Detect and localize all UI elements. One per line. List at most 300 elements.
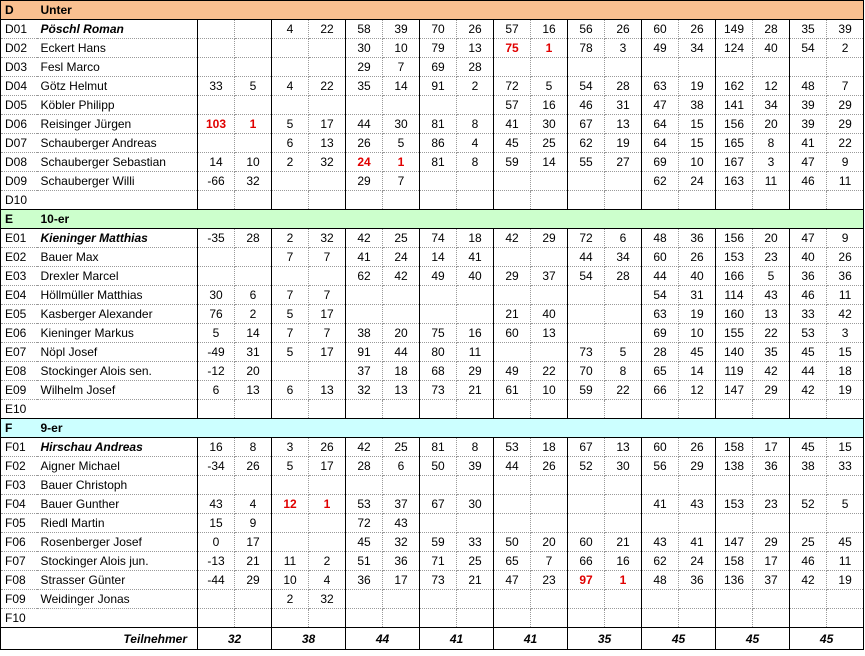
rank-cell: 36 <box>679 229 716 248</box>
rank-cell <box>383 590 420 609</box>
score-cell <box>716 400 753 419</box>
rank-cell: 32 <box>235 172 272 191</box>
rank-cell: 29 <box>679 457 716 476</box>
rank-cell: 15 <box>827 438 864 457</box>
rank-cell <box>753 58 790 77</box>
rank-cell <box>531 58 568 77</box>
table-row <box>1 96 864 115</box>
rank-cell <box>309 39 346 58</box>
score-cell: 42 <box>346 438 383 457</box>
rank-cell: 31 <box>235 343 272 362</box>
rank-cell <box>531 514 568 533</box>
rank-cell: 30 <box>457 495 494 514</box>
score-cell <box>790 58 827 77</box>
rank-cell <box>235 20 272 39</box>
score-cell: 24 <box>346 153 383 172</box>
table-row <box>1 400 864 419</box>
rank-cell: 30 <box>383 115 420 134</box>
rank-cell: 3 <box>605 39 642 58</box>
rank-cell: 2 <box>457 77 494 96</box>
score-cell: 60 <box>642 20 679 39</box>
score-cell <box>198 96 235 115</box>
score-cell: 71 <box>420 552 457 571</box>
rank-cell: 7 <box>827 77 864 96</box>
score-cell: 67 <box>568 438 605 457</box>
player-name: Schauberger Sebastian <box>37 153 198 172</box>
rank-cell: 5 <box>753 267 790 286</box>
rank-cell: 13 <box>605 115 642 134</box>
score-cell: 163 <box>716 172 753 191</box>
rank-cell: 5 <box>827 495 864 514</box>
rank-cell: 9 <box>827 153 864 172</box>
rank-cell: 2 <box>309 552 346 571</box>
score-cell <box>272 191 309 210</box>
score-cell: 41 <box>494 115 531 134</box>
player-name <box>37 609 198 628</box>
score-cell: 66 <box>642 381 679 400</box>
score-cell: 5 <box>272 115 309 134</box>
player-id: F10 <box>1 609 37 628</box>
score-cell: 51 <box>346 552 383 571</box>
score-cell: 64 <box>642 115 679 134</box>
player-id: E03 <box>1 267 37 286</box>
rank-cell: 13 <box>605 438 642 457</box>
score-cell: 21 <box>494 305 531 324</box>
score-cell: 44 <box>790 362 827 381</box>
score-cell: 59 <box>494 153 531 172</box>
score-cell: 58 <box>346 20 383 39</box>
participant-count: 45 <box>716 628 790 650</box>
score-cell: 39 <box>790 115 827 134</box>
score-cell: 42 <box>346 229 383 248</box>
player-id: E07 <box>1 343 37 362</box>
score-cell: 75 <box>420 324 457 343</box>
rank-cell: 16 <box>457 324 494 343</box>
rank-cell <box>309 533 346 552</box>
rank-cell: 21 <box>605 533 642 552</box>
score-cell: 5 <box>272 457 309 476</box>
score-cell: 79 <box>420 39 457 58</box>
score-cell <box>272 476 309 495</box>
rank-cell: 31 <box>605 96 642 115</box>
rank-cell: 2 <box>235 305 272 324</box>
player-name: Schauberger Willi <box>37 172 198 191</box>
score-cell <box>494 248 531 267</box>
rank-cell: 8 <box>235 438 272 457</box>
rank-cell: 37 <box>753 571 790 590</box>
rank-cell: 25 <box>531 134 568 153</box>
rank-cell <box>827 590 864 609</box>
score-cell: 67 <box>420 495 457 514</box>
rank-cell <box>383 286 420 305</box>
rank-cell: 32 <box>309 229 346 248</box>
rank-cell <box>309 476 346 495</box>
table-row <box>1 571 864 590</box>
score-cell: 54 <box>568 77 605 96</box>
score-cell: 74 <box>420 229 457 248</box>
player-name: Hirschau Andreas <box>37 438 198 457</box>
player-id: D10 <box>1 191 37 210</box>
score-cell: 30 <box>198 286 235 305</box>
score-cell <box>272 362 309 381</box>
score-cell: 49 <box>642 39 679 58</box>
score-cell: 78 <box>568 39 605 58</box>
score-cell: 11 <box>272 552 309 571</box>
score-cell: 7 <box>272 286 309 305</box>
group-header <box>1 1 864 20</box>
rank-cell: 6 <box>383 457 420 476</box>
rank-cell <box>605 590 642 609</box>
rank-cell <box>235 58 272 77</box>
score-cell: 66 <box>568 552 605 571</box>
participant-count: 44 <box>346 628 420 650</box>
rank-cell: 41 <box>679 533 716 552</box>
rank-cell <box>457 286 494 305</box>
score-cell <box>790 609 827 628</box>
score-cell: 46 <box>568 96 605 115</box>
score-cell <box>198 20 235 39</box>
table-row <box>1 457 864 476</box>
score-cell: 36 <box>346 571 383 590</box>
rank-cell: 11 <box>827 286 864 305</box>
player-name: Weidinger Jonas <box>37 590 198 609</box>
table-row <box>1 362 864 381</box>
score-cell: 41 <box>642 495 679 514</box>
player-name: Eckert Hans <box>37 39 198 58</box>
score-cell: 45 <box>790 438 827 457</box>
rank-cell: 39 <box>457 457 494 476</box>
rank-cell: 26 <box>679 20 716 39</box>
rank-cell: 16 <box>531 20 568 39</box>
score-cell <box>716 590 753 609</box>
score-cell <box>198 590 235 609</box>
rank-cell: 1 <box>235 115 272 134</box>
score-cell: 4 <box>272 20 309 39</box>
rank-cell: 18 <box>827 362 864 381</box>
rank-cell: 40 <box>531 305 568 324</box>
score-cell: 26 <box>346 134 383 153</box>
score-cell: 54 <box>642 286 679 305</box>
score-cell: 86 <box>420 134 457 153</box>
score-cell <box>790 191 827 210</box>
player-id: D01 <box>1 20 37 39</box>
player-id: F02 <box>1 457 37 476</box>
score-cell <box>494 172 531 191</box>
score-cell: 5 <box>198 324 235 343</box>
rank-cell <box>309 58 346 77</box>
score-cell <box>198 400 235 419</box>
rank-cell: 1 <box>531 39 568 58</box>
rank-cell <box>605 191 642 210</box>
group-title: Unter <box>37 1 864 20</box>
score-cell <box>420 191 457 210</box>
rank-cell: 5 <box>383 134 420 153</box>
score-cell: 72 <box>568 229 605 248</box>
score-cell: 30 <box>346 39 383 58</box>
score-cell: 166 <box>716 267 753 286</box>
rank-cell: 43 <box>383 514 420 533</box>
score-cell: 65 <box>494 552 531 571</box>
rank-cell: 42 <box>383 267 420 286</box>
rank-cell <box>531 609 568 628</box>
score-cell <box>568 514 605 533</box>
score-cell <box>568 172 605 191</box>
score-cell: 40 <box>790 248 827 267</box>
rank-cell: 29 <box>753 533 790 552</box>
player-id: E10 <box>1 400 37 419</box>
score-cell: 16 <box>198 438 235 457</box>
rank-cell: 10 <box>679 153 716 172</box>
player-id: F05 <box>1 514 37 533</box>
score-cell: 6 <box>272 381 309 400</box>
score-cell: 49 <box>420 267 457 286</box>
score-cell: 47 <box>494 571 531 590</box>
rank-cell: 21 <box>457 381 494 400</box>
rank-cell <box>309 267 346 286</box>
score-cell <box>420 476 457 495</box>
table-row <box>1 590 864 609</box>
score-cell: 56 <box>568 20 605 39</box>
rank-cell <box>827 476 864 495</box>
rank-cell: 20 <box>383 324 420 343</box>
table-row <box>1 495 864 514</box>
participant-count: 45 <box>642 628 716 650</box>
rank-cell <box>605 286 642 305</box>
score-cell <box>568 609 605 628</box>
rank-cell: 5 <box>605 343 642 362</box>
rank-cell: 25 <box>383 438 420 457</box>
score-cell <box>420 305 457 324</box>
score-cell: 91 <box>420 77 457 96</box>
rank-cell <box>679 476 716 495</box>
rank-cell: 17 <box>753 552 790 571</box>
player-name: Reisinger Jürgen <box>37 115 198 134</box>
rank-cell <box>383 305 420 324</box>
score-cell <box>198 58 235 77</box>
score-cell: 42 <box>790 571 827 590</box>
score-cell <box>272 39 309 58</box>
score-cell <box>198 248 235 267</box>
score-cell: 155 <box>716 324 753 343</box>
score-cell: 64 <box>642 134 679 153</box>
group-header <box>1 210 864 229</box>
rank-cell <box>457 590 494 609</box>
group-code: E <box>1 210 37 229</box>
score-cell <box>716 58 753 77</box>
player-name: Rosenberger Josef <box>37 533 198 552</box>
score-cell: 136 <box>716 571 753 590</box>
score-cell: 45 <box>494 134 531 153</box>
score-cell: 36 <box>790 267 827 286</box>
player-name: Bauer Gunther <box>37 495 198 514</box>
rank-cell <box>235 134 272 153</box>
score-cell: 3 <box>272 438 309 457</box>
table-row <box>1 191 864 210</box>
score-cell: 35 <box>790 20 827 39</box>
score-cell <box>568 590 605 609</box>
player-name: Kieninger Matthias <box>37 229 198 248</box>
score-cell: 147 <box>716 533 753 552</box>
rank-cell: 36 <box>753 457 790 476</box>
player-id: E06 <box>1 324 37 343</box>
rank-cell: 19 <box>827 571 864 590</box>
score-cell: 73 <box>568 343 605 362</box>
score-cell <box>494 191 531 210</box>
score-cell: 67 <box>568 115 605 134</box>
score-cell <box>198 476 235 495</box>
score-cell <box>272 533 309 552</box>
rank-cell: 28 <box>605 267 642 286</box>
rank-cell <box>605 400 642 419</box>
score-cell: 49 <box>494 362 531 381</box>
rank-cell: 13 <box>309 134 346 153</box>
score-cell: 162 <box>716 77 753 96</box>
group-title: 10-er <box>37 210 864 229</box>
rank-cell: 34 <box>753 96 790 115</box>
score-cell: 61 <box>494 381 531 400</box>
rank-cell: 18 <box>531 438 568 457</box>
rank-cell: 36 <box>679 571 716 590</box>
participant-count: 41 <box>420 628 494 650</box>
rank-cell: 15 <box>679 115 716 134</box>
table-row <box>1 305 864 324</box>
score-cell: 75 <box>494 39 531 58</box>
rank-cell <box>679 590 716 609</box>
score-cell <box>716 514 753 533</box>
rank-cell: 36 <box>383 552 420 571</box>
rank-cell: 24 <box>679 552 716 571</box>
table-row <box>1 77 864 96</box>
player-name: Drexler Marcel <box>37 267 198 286</box>
participant-count: 41 <box>494 628 568 650</box>
score-cell <box>494 286 531 305</box>
rank-cell: 17 <box>309 305 346 324</box>
rank-cell: 26 <box>827 248 864 267</box>
rank-cell: 25 <box>457 552 494 571</box>
score-cell: 45 <box>346 533 383 552</box>
score-cell: 114 <box>716 286 753 305</box>
score-cell <box>642 590 679 609</box>
rank-cell: 26 <box>309 438 346 457</box>
player-name <box>37 191 198 210</box>
rank-cell: 13 <box>235 381 272 400</box>
score-cell: 32 <box>346 381 383 400</box>
score-cell <box>420 286 457 305</box>
score-cell: 59 <box>568 381 605 400</box>
table-row <box>1 514 864 533</box>
score-cell <box>642 400 679 419</box>
score-cell: 47 <box>642 96 679 115</box>
player-id: D08 <box>1 153 37 172</box>
score-cell <box>346 609 383 628</box>
score-cell: 62 <box>642 552 679 571</box>
rank-cell: 16 <box>531 96 568 115</box>
score-cell: 44 <box>346 115 383 134</box>
score-cell: 44 <box>642 267 679 286</box>
score-cell: 56 <box>642 457 679 476</box>
rank-cell: 22 <box>531 362 568 381</box>
score-cell <box>272 514 309 533</box>
rank-cell: 17 <box>235 533 272 552</box>
score-cell: 47 <box>790 153 827 172</box>
player-name: Schauberger Andreas <box>37 134 198 153</box>
score-cell: -49 <box>198 343 235 362</box>
table-row <box>1 172 864 191</box>
rank-cell: 8 <box>753 134 790 153</box>
score-cell <box>494 495 531 514</box>
score-cell: 80 <box>420 343 457 362</box>
table-row <box>1 438 864 457</box>
rank-cell <box>383 609 420 628</box>
score-cell <box>642 476 679 495</box>
table-row <box>1 134 864 153</box>
rank-cell: 17 <box>309 457 346 476</box>
rank-cell: 17 <box>753 438 790 457</box>
rank-cell <box>457 476 494 495</box>
score-cell: 28 <box>346 457 383 476</box>
player-name: Stockinger Alois sen. <box>37 362 198 381</box>
rank-cell: 29 <box>827 96 864 115</box>
score-cell: 43 <box>198 495 235 514</box>
rank-cell: 4 <box>235 495 272 514</box>
rank-cell: 26 <box>679 248 716 267</box>
rank-cell: 25 <box>383 229 420 248</box>
player-id: D04 <box>1 77 37 96</box>
player-id: E02 <box>1 248 37 267</box>
rank-cell: 28 <box>753 20 790 39</box>
rank-cell: 9 <box>235 514 272 533</box>
score-cell: 29 <box>346 172 383 191</box>
score-cell: 65 <box>642 362 679 381</box>
rank-cell: 14 <box>531 153 568 172</box>
rank-cell: 20 <box>753 229 790 248</box>
score-cell: 73 <box>420 571 457 590</box>
rank-cell: 32 <box>309 590 346 609</box>
rank-cell: 31 <box>679 286 716 305</box>
score-cell <box>198 267 235 286</box>
rank-cell <box>827 191 864 210</box>
rank-cell: 8 <box>457 438 494 457</box>
player-name: Wilhelm Josef <box>37 381 198 400</box>
rank-cell: 24 <box>383 248 420 267</box>
score-cell: 81 <box>420 115 457 134</box>
score-cell: 60 <box>494 324 531 343</box>
rank-cell: 20 <box>753 115 790 134</box>
rank-cell: 16 <box>605 552 642 571</box>
rank-cell: 7 <box>383 172 420 191</box>
rank-cell: 33 <box>457 533 494 552</box>
score-cell: 160 <box>716 305 753 324</box>
rank-cell: 7 <box>309 248 346 267</box>
rank-cell: 6 <box>605 229 642 248</box>
rank-cell: 28 <box>235 229 272 248</box>
rank-cell: 39 <box>383 20 420 39</box>
participant-count: 32 <box>198 628 272 650</box>
score-cell <box>346 96 383 115</box>
player-name: Bauer Max <box>37 248 198 267</box>
rank-cell <box>753 476 790 495</box>
score-cell: 7 <box>272 324 309 343</box>
rank-cell <box>309 400 346 419</box>
rank-cell: 20 <box>235 362 272 381</box>
player-name: Götz Helmut <box>37 77 198 96</box>
score-cell <box>642 58 679 77</box>
score-cell: 12 <box>272 495 309 514</box>
rank-cell <box>235 96 272 115</box>
rank-cell: 29 <box>235 571 272 590</box>
rank-cell: 26 <box>531 457 568 476</box>
score-cell: 48 <box>642 229 679 248</box>
